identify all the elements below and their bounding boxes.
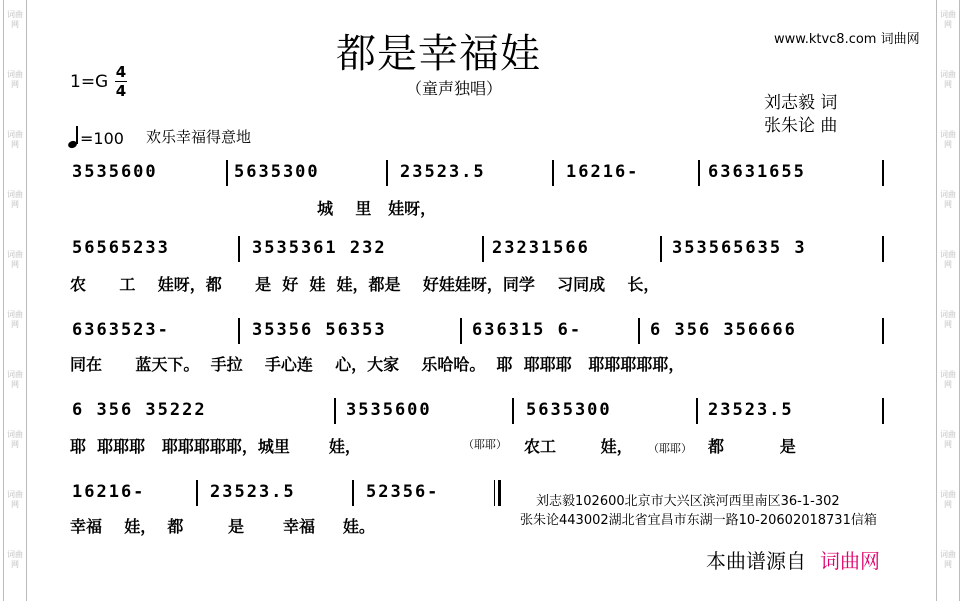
watermark-text: 词曲网: [940, 490, 956, 509]
measure: 16216-: [566, 162, 640, 182]
watermark-text: 词曲网: [7, 370, 23, 389]
bar-line: [238, 236, 240, 262]
author-addresses: [520, 492, 877, 530]
watermark-text: 词曲网: [940, 430, 956, 449]
source-label: 本曲谱源自: [706, 549, 806, 573]
bar-line: [552, 160, 554, 186]
measure: 3535361 232: [252, 238, 387, 258]
bar-line: [352, 480, 354, 506]
measure: 35356 56353: [252, 320, 387, 340]
tempo-value: =100: [80, 129, 124, 148]
measure: 353565635 3: [672, 238, 807, 258]
lyric-line: 城 里 娃呀，: [72, 199, 437, 218]
final-bar-thick: [498, 480, 501, 506]
bar-line: [196, 480, 198, 506]
site-url[interactable]: www.ktvc8.com 词曲网: [774, 32, 920, 47]
lyric-line: 耶 耶耶耶 耶耶耶耶耶，城里 娃，: [70, 437, 361, 456]
watermark-text: 词曲网: [7, 250, 23, 269]
measure: 6363523-: [72, 320, 170, 340]
bar-line: [334, 398, 336, 424]
watermark-text: 词曲网: [7, 10, 23, 29]
bar-line: [882, 318, 884, 344]
lyric-line: 农 工 娃呀，都 是 好 娃 娃，都是 好娃娃呀，同学 习同成 长，: [70, 275, 660, 294]
measure: 6 356 35222: [72, 400, 207, 420]
measure: 23231566: [492, 238, 590, 258]
watermark-text: 词曲网: [940, 130, 956, 149]
watermark-text: 词曲网: [940, 550, 956, 569]
meter-bottom: 4: [115, 82, 127, 100]
bar-line: [882, 160, 884, 186]
bar-line: [698, 160, 700, 186]
measure: 16216-: [72, 482, 146, 502]
lyric-line: 幸福 娃， 都 是 幸福 娃。: [70, 517, 375, 536]
lyricist-address: 刘志毅102600北京市大兴区滨河西里南区36-1-302: [536, 494, 840, 509]
watermark-text: 词曲网: [940, 10, 956, 29]
bar-line: [696, 398, 698, 424]
lyric-line: 农工 娃，: [524, 437, 633, 456]
key-signature: 1=G: [70, 72, 109, 92]
meter-top: 4: [115, 63, 127, 81]
measure: 52356-: [366, 482, 440, 502]
bar-line: [460, 318, 462, 344]
watermark-text: 词曲网: [7, 130, 23, 149]
bar-line: [882, 236, 884, 262]
measure: 63631655: [708, 162, 806, 182]
measure: 636315 6-: [472, 320, 583, 340]
source-site-link[interactable]: 词曲网: [820, 549, 880, 573]
right-watermark-strip: [936, 0, 960, 601]
source-line: [706, 545, 880, 574]
composer-address: 张朱论443002湖北省宜昌市东湖一路10-20602018731信箱: [520, 513, 877, 528]
lyricist-credit: 刘志毅 词: [764, 93, 838, 113]
lyric-line: 同在 蓝天下。 手拉 手心连 心，大家 乐哈哈。 耶 耶耶耶 耶耶耶耶耶，: [70, 355, 685, 374]
watermark-text: 词曲网: [940, 250, 956, 269]
lyric-line: 都 是: [708, 437, 796, 456]
lyric-note: （耶耶）: [463, 438, 507, 451]
bar-line: [238, 318, 240, 344]
lyric-note: （耶耶）: [648, 442, 692, 455]
bar-line: [638, 318, 640, 344]
bar-line: [660, 236, 662, 262]
watermark-text: 词曲网: [7, 490, 23, 509]
tempo-marking: [68, 126, 124, 148]
watermark-text: 词曲网: [940, 370, 956, 389]
song-subtitle: （童声独唱）: [406, 79, 503, 98]
measure: 3535600: [72, 162, 158, 182]
watermark-text: 词曲网: [7, 430, 23, 449]
watermark-text: 词曲网: [7, 310, 23, 329]
watermark-text: 词曲网: [7, 190, 23, 209]
measure: 23523.5: [708, 400, 794, 420]
measure: 23523.5: [210, 482, 296, 502]
measure: 5635300: [234, 162, 320, 182]
time-signature: [115, 63, 127, 100]
measure: 5635300: [526, 400, 612, 420]
measure: 23523.5: [400, 162, 486, 182]
measure: 56565233: [72, 238, 170, 258]
bar-line: [386, 160, 388, 186]
measure: 3535600: [346, 400, 432, 420]
bar-line: [482, 236, 484, 262]
quarter-note-icon: [68, 126, 80, 148]
composer-credit: 张朱论 曲: [764, 116, 838, 136]
watermark-text: 词曲网: [7, 550, 23, 569]
bar-line: [512, 398, 514, 424]
watermark-text: 词曲网: [940, 70, 956, 89]
measure: 6 356 356666: [650, 320, 797, 340]
credits: [764, 92, 837, 138]
watermark-text: 词曲网: [7, 70, 23, 89]
song-title: 都是幸福娃: [336, 31, 541, 77]
watermark-text: 词曲网: [940, 190, 956, 209]
expression-marking: 欢乐幸福得意地: [146, 128, 252, 146]
bar-line: [226, 160, 228, 186]
left-watermark-strip: [3, 0, 27, 601]
bar-line: [882, 398, 884, 424]
watermark-text: 词曲网: [940, 310, 956, 329]
final-bar-thin: [494, 480, 495, 506]
